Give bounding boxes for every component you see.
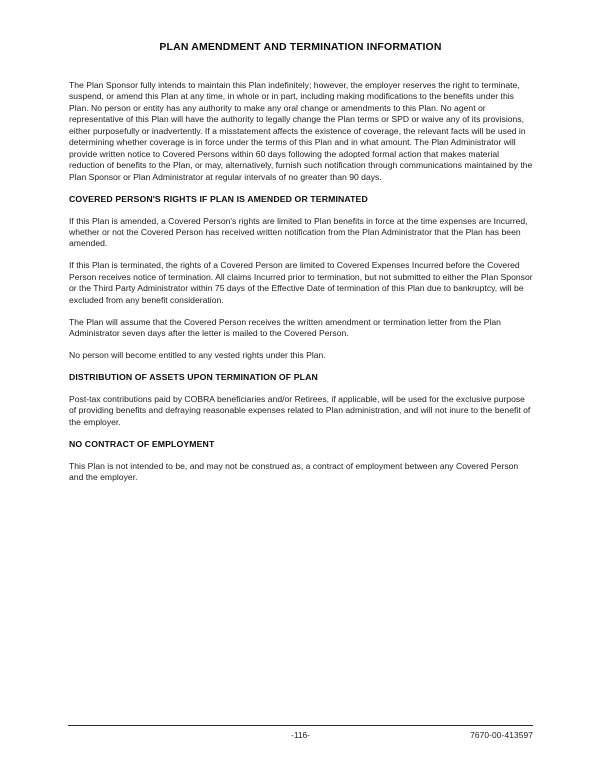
page-footer xyxy=(68,725,533,746)
vested-rights-paragraph: No person will become entitled to any vested rights under this Plan. xyxy=(69,350,326,361)
intro-paragraph: The Plan Sponsor fully intends to maintain this Plan indefinitely; however, the employer reserves the right to terminate, suspend, or amend this Plan at any time, in whole or in part, including making modifications to the benefits under this Plan. No person or entity has any authority to make any oral change or amendments to this Plan. No agent or representative of this Plan will have the authority to legally change the Plan terms or SPD or waive any of its provisions, either purposefully or inadvertently. If a misstatement affects the existence of coverage, the relevant facts will be used in determining whether coverage is in force under the terms of this Plan and in what amount. The Plan Administrator will provide written notice to Covered Persons within 60 days following the adopted formal action that makes material reduction of benefits to the Plan, or may, alternatively, furnish such notification through communications maintained by the Plan Sponsor or Plan Administrator at regular intervals of no greater than 90 days. xyxy=(69,80,533,182)
notice-assumption-paragraph: The Plan will assume that the Covered Person receives the written amendment or termination letter from the Plan Administrator seven days after the letter is mailed to the Covered Person. xyxy=(69,316,501,339)
footer-row xyxy=(68,730,533,746)
no-contract-of-employment-heading: NO CONTRACT OF EMPLOYMENT xyxy=(69,438,215,449)
page-number: -116- xyxy=(291,730,310,740)
footer-divider xyxy=(68,725,533,726)
document-body xyxy=(69,80,533,494)
employment-contract-paragraph: This Plan is not intended to be, and may not be construed as, a contract of employment between any Covered Person and the employer. xyxy=(69,460,519,483)
distribution-of-assets-heading: DISTRIBUTION OF ASSETS UPON TERMINATION OF PLAN xyxy=(69,372,318,383)
covered-persons-rights-heading: COVERED PERSON'S RIGHTS IF PLAN IS AMENDED OR TERMINATED xyxy=(69,193,368,204)
plan-amended-paragraph: If this Plan is amended, a Covered Person's rights are limited to Plan benefits in force at the time expenses are Incurred, whether or not the Covered Person has received written notification from the Plan Administrator that the Plan has been amended. xyxy=(69,215,528,249)
post-tax-contributions-paragraph: Post-tax contributions paid by COBRA beneficiaries and/or Retirees, if applicable, will be used for the exclusive purpose of providing benefits and defraying reasonable expenses related to Plan administration, and will not inure to the benefit of the employer. xyxy=(69,394,531,427)
plan-terminated-paragraph: If this Plan is terminated, the rights of a Covered Person are limited to Covered Expenses Incurred before the Covered Person receives notice of termination. All claims Incurred prior to termination, but not submitted to either the Plan Sponsor or the Third Party Administrator within 75 days of the Effective Date of termination of this Plan due to bankruptcy, will be excluded from any benefit consideration. xyxy=(69,260,533,305)
page-title: PLAN AMENDMENT AND TERMINATION INFORMATION xyxy=(159,41,442,53)
document-code: 7670-00-413597 xyxy=(470,730,533,740)
